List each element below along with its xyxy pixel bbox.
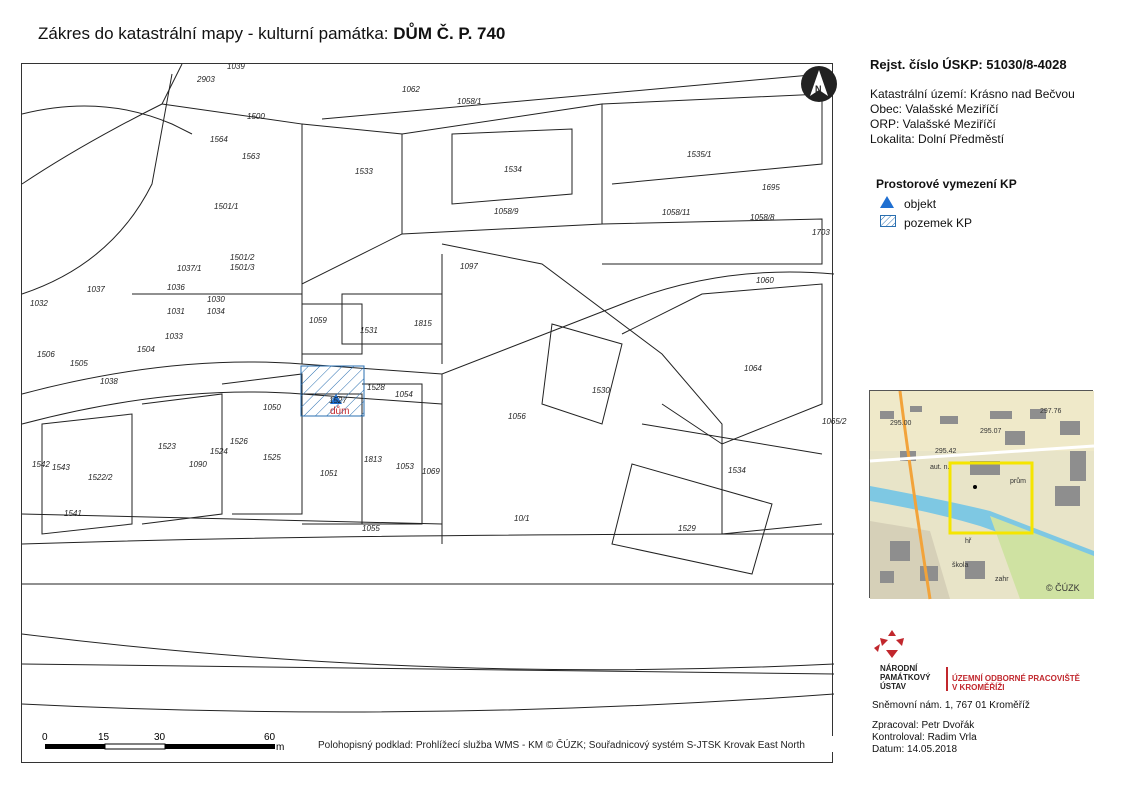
parcel-label: 1034 <box>207 307 225 316</box>
scale-tick: 15 <box>98 732 110 743</box>
npu-logo-icon <box>872 630 912 665</box>
parcel-label: 1703 <box>812 228 830 237</box>
parcel-label: 1058/1 <box>457 97 482 106</box>
scale-unit: m <box>276 742 285 753</box>
parcel-label: 1541 <box>64 509 82 518</box>
parcel-label: 1056 <box>508 412 526 421</box>
map-canvas <box>22 62 847 764</box>
parcel-label: 1050 <box>263 403 281 412</box>
parcel-label: 1528 <box>367 383 385 392</box>
overview-label: škola <box>952 562 969 569</box>
parcel-label: 1058/11 <box>662 208 691 217</box>
legend-label: pozemek KP <box>904 215 973 230</box>
registry-number: Rejst. číslo ÚSKP: 51030/8-4028 <box>870 57 1067 72</box>
overview-map[interactable] <box>869 390 1093 598</box>
parcel-label: 1535/1 <box>687 150 712 159</box>
legend-item-object <box>880 196 936 211</box>
cadastral-map[interactable] <box>21 62 847 763</box>
parcel-label: 1037/1 <box>177 264 202 273</box>
parcel-label: 1530 <box>592 386 610 395</box>
parcel-label: 1524 <box>210 447 228 456</box>
parcel-label: 1504 <box>137 345 155 354</box>
parcel-label: 1695 <box>762 183 780 192</box>
overview-label: aut. n. <box>930 464 950 471</box>
parcel-label: 1525 <box>263 453 281 462</box>
parcel-label: 1534 <box>728 466 746 475</box>
parcel-label: 1501/1 <box>214 202 239 211</box>
page-title <box>38 24 505 44</box>
overview-label: 295.00 <box>890 420 912 427</box>
parcel-label: 1531 <box>360 326 378 335</box>
background-note: Polohopisný podklad: Prohlížecí služba WMS - KM © ČÚZK; Souřadnicový systém S-JTSK Krovak East North <box>318 740 805 751</box>
parcel-label: 1069 <box>422 467 440 476</box>
parcel-label: 1053 <box>396 462 414 471</box>
parcel-label: 1037 <box>87 285 105 294</box>
scale-tick: 60 <box>264 732 276 743</box>
object-label: dům <box>330 406 350 417</box>
parcel-label: 1815 <box>414 319 432 328</box>
parcel-label: 1564 <box>210 135 228 144</box>
scale-tick: 0 <box>42 732 48 743</box>
overview-label: prům <box>1010 478 1026 485</box>
institution-name: NÁRODNÍ PAMÁTKOVÝ ÚSTAV <box>880 664 931 691</box>
parcel-label: 1039 <box>227 62 245 71</box>
triangle-icon <box>880 196 896 211</box>
parcel-label: 1060 <box>756 276 774 285</box>
parcel-label: 2903 <box>197 75 215 84</box>
legend-title: Prostorové vymezení KP <box>876 177 1017 191</box>
parcel-label: 1543 <box>52 463 70 472</box>
scale-tick: 30 <box>154 732 166 743</box>
checked-by: Kontroloval: Radim Vrla <box>872 732 977 743</box>
parcel-labels <box>30 62 847 533</box>
copyright-label: © ČÚZK <box>1046 583 1080 593</box>
overview-label: 295.42 <box>935 448 957 455</box>
parcel-label: 1033 <box>165 332 183 341</box>
parcel-label: 1097 <box>460 262 478 271</box>
parcel-label: 1031 <box>167 307 185 316</box>
orp: ORP: Valašské Meziříčí <box>870 117 996 131</box>
address: Sněmovní nám. 1, 767 01 Kroměříž <box>872 700 1030 711</box>
parcel-label: 1090 <box>189 460 207 469</box>
parcel-label: 1813 <box>364 455 382 464</box>
overview-label: 295.07 <box>980 428 1002 435</box>
municipality: Obec: Valašské Meziříčí <box>870 102 999 116</box>
parcel-label: 1523 <box>158 442 176 451</box>
parcel-label: 1036 <box>167 283 185 292</box>
parcel-label: 1542 <box>32 460 50 469</box>
parcel-label: 1500 <box>247 112 265 121</box>
legend-item-parcel <box>880 215 972 230</box>
office-name: ÚZEMNÍ ODBORNÉ PRACOVIŠTĚ V KROMĚŘÍŽI <box>952 674 1081 692</box>
parcel-label: 1527 <box>329 396 347 405</box>
overview-canvas <box>870 391 1094 599</box>
parcel-label: 1062 <box>402 85 420 94</box>
parcel-label: 1065/2 <box>822 417 847 426</box>
title-bold: DŮM Č. P. 740 <box>393 24 506 43</box>
date: Datum: 14.05.2018 <box>872 744 958 755</box>
legend-label: objekt <box>904 196 937 211</box>
cadastral-area: Katastrální území: Krásno nad Bečvou <box>870 87 1075 101</box>
overview-label: hř <box>965 538 972 545</box>
overview-label: 297.76 <box>1040 408 1062 415</box>
parcel-label: 1529 <box>678 524 696 533</box>
parcel-label: 1058/9 <box>494 207 519 216</box>
parcel-label: 1522/2 <box>88 473 113 482</box>
parcel-label: 1058/8 <box>750 213 775 222</box>
north-arrow-icon <box>801 66 837 102</box>
parcel-label: 1505 <box>70 359 88 368</box>
divider <box>946 667 948 691</box>
parcel-label: 1055 <box>362 524 380 533</box>
parcel-label: 1030 <box>207 295 225 304</box>
parcel-label: 1059 <box>309 316 327 325</box>
parcel-label: 1038 <box>100 377 118 386</box>
parcel-label: 1533 <box>355 167 373 176</box>
parcel-label: 1506 <box>37 350 55 359</box>
parcel-label: 1501/3 <box>230 263 255 272</box>
overview-label: zahr <box>995 576 1009 583</box>
parcel-label: 1534 <box>504 165 522 174</box>
scale-bar <box>42 732 284 753</box>
parcel-label: 1054 <box>395 390 413 399</box>
parcel-lines <box>22 64 834 712</box>
title-prefix: Zákres do katastrální mapy - kulturní památka: <box>38 24 394 43</box>
hatch-icon <box>880 215 896 230</box>
svg-text:N: N <box>815 84 822 94</box>
parcel-label: 1051 <box>320 469 338 478</box>
location-info <box>870 87 1075 147</box>
parcel-label: 1032 <box>30 299 48 308</box>
locality: Lokalita: Dolní Předměstí <box>870 132 1005 146</box>
parcel-label: 1563 <box>242 152 260 161</box>
parcel-label: 1526 <box>230 437 248 446</box>
prepared-by: Zpracoval: Petr Dvořák <box>872 720 975 731</box>
parcel-label: 10/1 <box>514 514 530 523</box>
parcel-label: 1501/2 <box>230 253 255 262</box>
parcel-label: 1064 <box>744 364 762 373</box>
